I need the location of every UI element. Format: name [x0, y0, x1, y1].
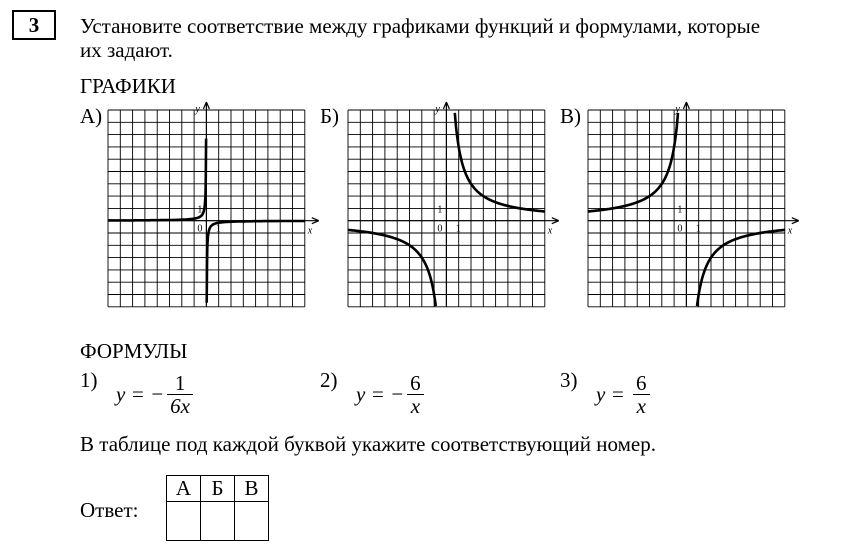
graph-letter-b: Б)	[320, 104, 340, 128]
graph-letter-a: А)	[80, 104, 103, 128]
hyperbola-branch-right	[455, 113, 545, 212]
formula-denominator: 6x	[170, 394, 190, 418]
formula-numerator: 6	[410, 371, 421, 395]
answer-header-a: А	[167, 476, 201, 502]
graph-letter-c: В)	[560, 104, 581, 128]
unit-x-label: 1	[695, 223, 701, 235]
graph-b	[344, 100, 564, 315]
y-axis-label: y	[435, 104, 440, 115]
formula-lhs: y =	[596, 382, 630, 406]
formula-denominator: x	[410, 394, 421, 418]
formula-3-label: 3)	[560, 368, 578, 392]
y-axis	[443, 102, 449, 307]
hyperbola-branch-left	[588, 113, 678, 212]
x-axis-label: x	[307, 225, 313, 237]
axes	[348, 102, 559, 307]
formula-lhs: y = −	[116, 382, 165, 406]
formulas-heading: ФОРМУЛЫ	[80, 339, 188, 363]
formula-lhs: y = −	[356, 382, 405, 406]
unit-x-label: 1	[215, 223, 221, 235]
answer-header-b: Б	[201, 476, 235, 502]
task-statement-line1: Установите соответствие между графиками функций и формулами, которые	[80, 14, 761, 38]
graph-a	[104, 100, 324, 315]
y-axis-label: y	[195, 104, 200, 115]
unit-y-label: 1	[677, 204, 683, 216]
formula-2-label: 2)	[320, 368, 338, 392]
instruction: В таблице под каждой буквой укажите соответствующий номер.	[80, 432, 656, 456]
x-axis-label: x	[787, 225, 793, 237]
answer-table	[166, 475, 269, 541]
y-axis	[683, 102, 689, 307]
axes	[108, 102, 319, 307]
formula-numerator: 6	[636, 371, 647, 395]
formula-numerator: 1	[174, 371, 186, 395]
answer-cell-b[interactable]	[201, 502, 235, 541]
task-statement-line2: их задают.	[80, 38, 173, 62]
unit-y-label: 1	[437, 204, 443, 216]
origin-label: 0	[677, 223, 683, 235]
origin-label: 0	[197, 223, 203, 235]
y-axis-label: y	[675, 104, 680, 115]
formula-2	[356, 372, 424, 417]
formula-denominator: x	[636, 394, 646, 418]
answer-header-c: В	[235, 476, 269, 502]
answer-cell-a[interactable]	[167, 502, 201, 541]
formula-3	[596, 372, 650, 417]
origin-label: 0	[437, 223, 443, 235]
axes	[588, 102, 799, 307]
x-axis-label: x	[547, 225, 553, 237]
x-axis	[348, 218, 559, 224]
formula-1	[116, 372, 193, 417]
task-number: 3	[12, 10, 56, 40]
answer-cell-c[interactable]	[235, 502, 269, 541]
graph-c	[584, 100, 804, 315]
answer-label: Ответ:	[80, 498, 139, 522]
unit-x-label: 1	[455, 223, 461, 235]
graphs-heading: ГРАФИКИ	[80, 74, 176, 98]
x-axis	[588, 218, 799, 224]
formula-1-label: 1)	[80, 368, 98, 392]
unit-y-label: 1	[197, 204, 203, 216]
